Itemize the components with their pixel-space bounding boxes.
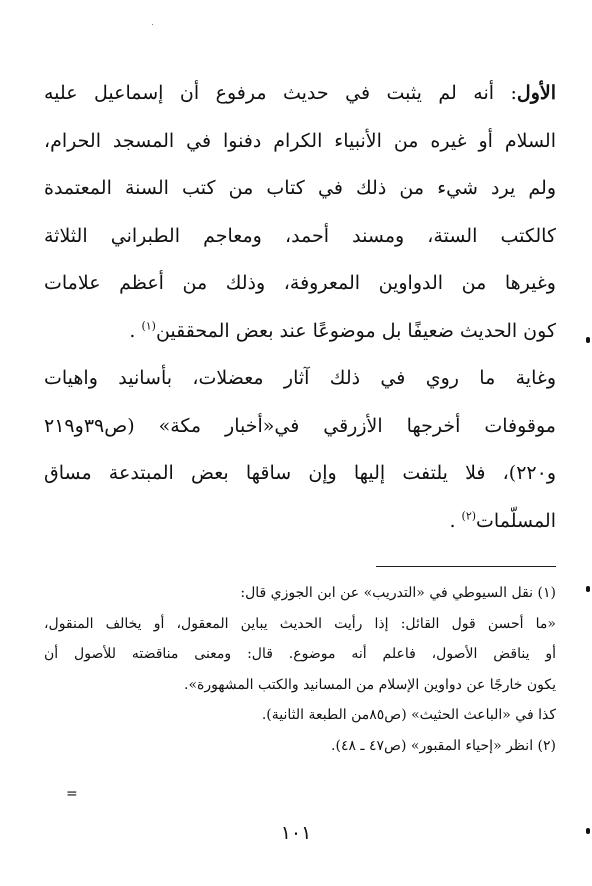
footnote-ref-1: (١): [141, 319, 156, 333]
body-line-text: و٢٢٠)، فلا يلتفت إليها وإن ساقها بعض المبتدعة مساق: [44, 462, 556, 484]
page-number: ١٠١: [280, 822, 312, 844]
body-line-6: [44, 308, 556, 356]
scan-speck: [152, 24, 153, 25]
body-line-text: المسلّمات: [476, 509, 556, 532]
body-line-9: [44, 450, 556, 498]
body-line-text: وغاية ما روي في ذلك آثار معضلات، بأسانيد واهيات: [44, 367, 556, 389]
body-line-text: : أنه لم يثبت في حديث مرفوع أن إسماعيل عليه: [44, 82, 517, 104]
body-line-text: كون الحديث ضعيفًا بل موضوعًا عند بعض المحققين: [155, 319, 556, 342]
footnote-line: أو يناقض الأصول، فاعلم أنه موضوع. قال: ومعنى مناقضته للأصول أن: [44, 646, 556, 662]
margin-dot: [586, 337, 590, 343]
body-line-1: [44, 70, 556, 118]
line-end-punct: .: [129, 319, 136, 342]
body-line-text: موقوفات أخرجها الأزرقي في«أخبار مكة» (ص٣٩و٢١٩: [44, 414, 556, 437]
margin-dot: [586, 586, 590, 592]
body-line-7: [44, 355, 556, 403]
body-line-text: وغيرها من الدواوين المعروفة، وذلك من أعظم علامات: [44, 272, 556, 294]
footnote-line: «ما أحسن قول القائل: إذا رأيت الحديث يباين المعقول، أو يخالف المنقول،: [44, 615, 556, 632]
section-lead-word: الأول: [516, 82, 556, 104]
footnote-line: (٢) انظر «إحياء المقبور» (ص٤٧ ـ ٤٨).: [331, 737, 556, 754]
body-line-10: [44, 498, 556, 546]
footnote-separator: [376, 566, 556, 567]
line-end-punct: .: [449, 509, 456, 532]
footnote-ref-2: (٢): [461, 509, 477, 523]
footnote-line: كذا في «الباعث الحثيث» (ص٨٥من الطبعة الثانية).: [261, 707, 556, 723]
body-line-2: [44, 118, 556, 166]
body-line-8: [44, 403, 556, 451]
main-text-block: [44, 70, 556, 545]
body-line-text: السلام أو غيره من الأنبياء الكرام دفنوا في المسجد الحرام،: [44, 129, 556, 152]
continuation-mark: =: [66, 786, 78, 802]
body-line-5: [44, 260, 556, 308]
body-line-4: [44, 213, 556, 261]
footnote-line: (١) نقل السيوطي في «التدريب» عن ابن الجوزي قال:: [240, 585, 556, 601]
footnote-line: يكون خارجًا عن دواوين الإسلام من المسانيد والكتب المشهورة».: [184, 676, 556, 693]
footnotes-block: [44, 578, 556, 761]
margin-dot: [586, 828, 590, 834]
body-line-text: ولم يرد شيء من ذلك في كتاب من كتب السنة المعتمدة: [44, 177, 556, 199]
body-line-text: كالكتب الستة، ومسند أحمد، ومعاجم الطبراني الثلاثة: [44, 224, 556, 247]
body-line-3: [44, 165, 556, 213]
